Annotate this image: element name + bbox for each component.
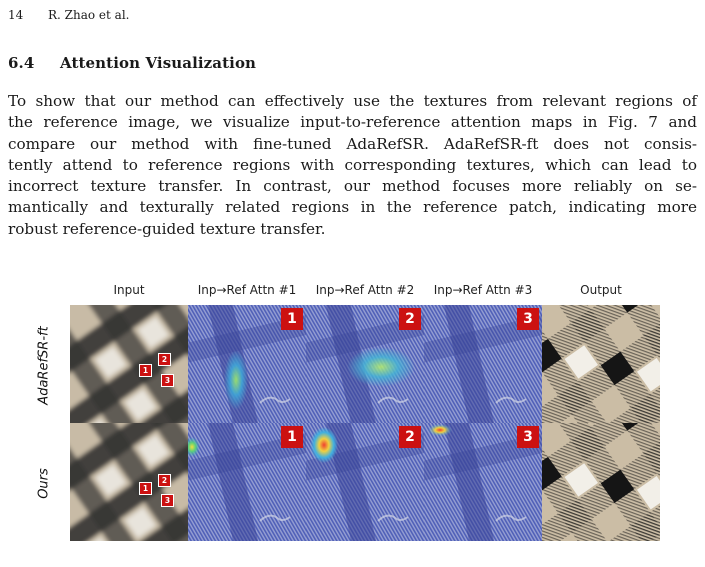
attn-badge-1: 1	[281, 426, 303, 448]
output-image-tile	[542, 423, 660, 541]
attention-map-tile	[306, 305, 424, 423]
attention-map-tile	[306, 423, 424, 541]
paragraph-line: the reference image, we visualize input-to-reference attention maps in Fig. 7 and	[8, 113, 697, 132]
input-marker-3: 3	[162, 375, 173, 386]
running-header	[8, 8, 129, 22]
input-image-tile	[70, 305, 188, 423]
section-number: 6.4	[8, 54, 35, 72]
column-label-attn-3: Inp→Ref Attn #3	[433, 283, 533, 297]
paragraph-line: To show that our method can effectively use the textures from relevant regions of	[8, 92, 697, 110]
input-marker-2: 2	[159, 354, 170, 365]
input-marker-1: 1	[140, 365, 151, 376]
attention-map-tile	[424, 305, 542, 423]
attn-badge-2: 2	[399, 426, 421, 448]
input-marker-3: 3	[162, 495, 173, 506]
attn-badge-3: 3	[517, 308, 539, 330]
row-label-adarefsr-ft: AdaRefSR-ft	[36, 326, 52, 405]
row-label-ours: Ours	[36, 468, 52, 499]
input-marker-1: 1	[140, 483, 151, 494]
attn-badge-2: 2	[399, 308, 421, 330]
attention-map-tile	[188, 423, 306, 541]
paragraph-line: mantically and texturally related regions in the reference patch, indicating more	[8, 198, 697, 217]
attention-map-tile	[424, 423, 542, 541]
column-label-attn-1: Inp→Ref Attn #1	[197, 283, 297, 297]
running-authors: R. Zhao et al.	[48, 8, 130, 22]
body-paragraph	[8, 91, 697, 240]
section-heading	[8, 54, 256, 72]
input-image-tile	[70, 423, 188, 541]
column-label-input: Input	[113, 283, 145, 297]
input-marker-2: 2	[159, 475, 170, 486]
paragraph-line: robust reference-guided texture transfer.	[8, 219, 326, 238]
paragraph-line: compare our method with fine-tuned AdaRefSR. AdaRefSR-ft does not consis-	[8, 134, 697, 153]
attn-badge-1: 1	[281, 308, 303, 330]
paragraph-line: tently attend to reference regions with corresponding textures, which can lead to	[8, 155, 697, 174]
column-label-output: Output	[580, 283, 622, 297]
output-image-tile	[542, 305, 660, 423]
column-label-attn-2: Inp→Ref Attn #2	[315, 283, 415, 297]
attn-badge-3: 3	[517, 426, 539, 448]
attention-map-tile	[188, 305, 306, 423]
page-number: 14	[8, 8, 24, 22]
paragraph-line: incorrect texture transfer. In contrast, our method focuses more reliably on se-	[8, 177, 697, 196]
section-title: Attention Visualization	[60, 54, 257, 72]
